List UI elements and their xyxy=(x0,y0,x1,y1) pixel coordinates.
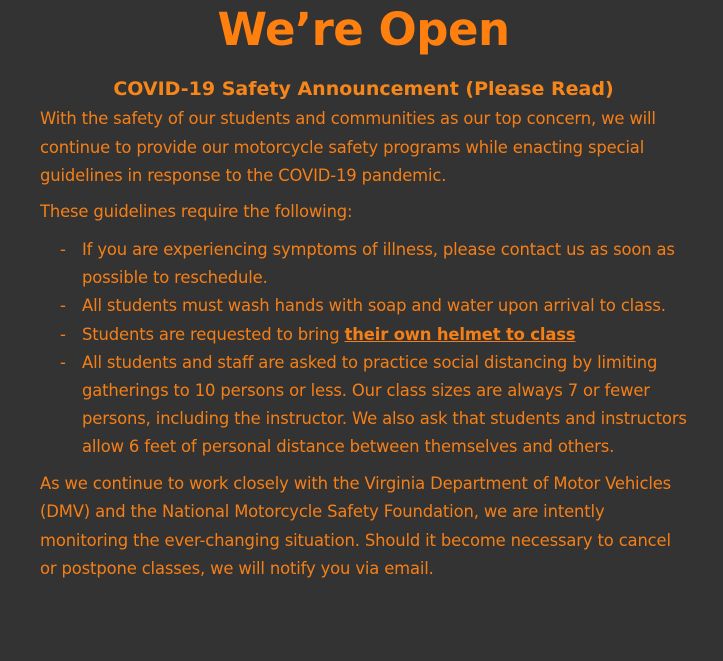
list-item xyxy=(40,349,687,462)
bullet-dash: - xyxy=(60,324,66,344)
bullet-dash: - xyxy=(60,240,66,259)
closing-paragraph: As we continue to work closely with the Virginia Department of Motor Vehicles (DMV) and the National Motorcycle Safety Foundation, we are intently monitoring the ever-changing situation. Should it become necessary to cancel or postpone classes, we will notify you via email. xyxy=(40,473,672,579)
requirements-intro: These guidelines require the following: xyxy=(40,201,353,221)
list-item-text: Students are requested to bring xyxy=(82,324,345,344)
list-item-text: All students must wash hands with soap and water upon arrival to class. xyxy=(82,296,666,316)
page-headline: We’re Open xyxy=(217,3,510,56)
list-item xyxy=(40,236,687,292)
list-item-text: If you are experiencing symptoms of illness, please contact us as soon as possible to reschedule. xyxy=(82,240,675,288)
intro-paragraph: With the safety of our students and communities as our top concern, we will continue to provide our motorcycle safety programs while enacting special guidelines in response to the COVID-19 pandemic. xyxy=(40,109,656,185)
list-item xyxy=(40,292,687,320)
announcement-subheading: COVID-19 Safety Announcement (Please Read) xyxy=(113,78,614,100)
bullet-dash: - xyxy=(60,352,66,372)
list-item xyxy=(40,321,687,349)
helmet-emphasis: their own helmet to class xyxy=(344,324,576,344)
bullet-dash: - xyxy=(60,296,66,316)
guidelines-list xyxy=(40,236,687,462)
list-item-text: All students and staff are asked to practice social distancing by limiting gatherings to 10 persons or less. Our class sizes are always 7 or fewer persons, including the instructor. We also ask that students and instructors allow 6 feet of personal distance between themselves and others. xyxy=(82,352,687,457)
